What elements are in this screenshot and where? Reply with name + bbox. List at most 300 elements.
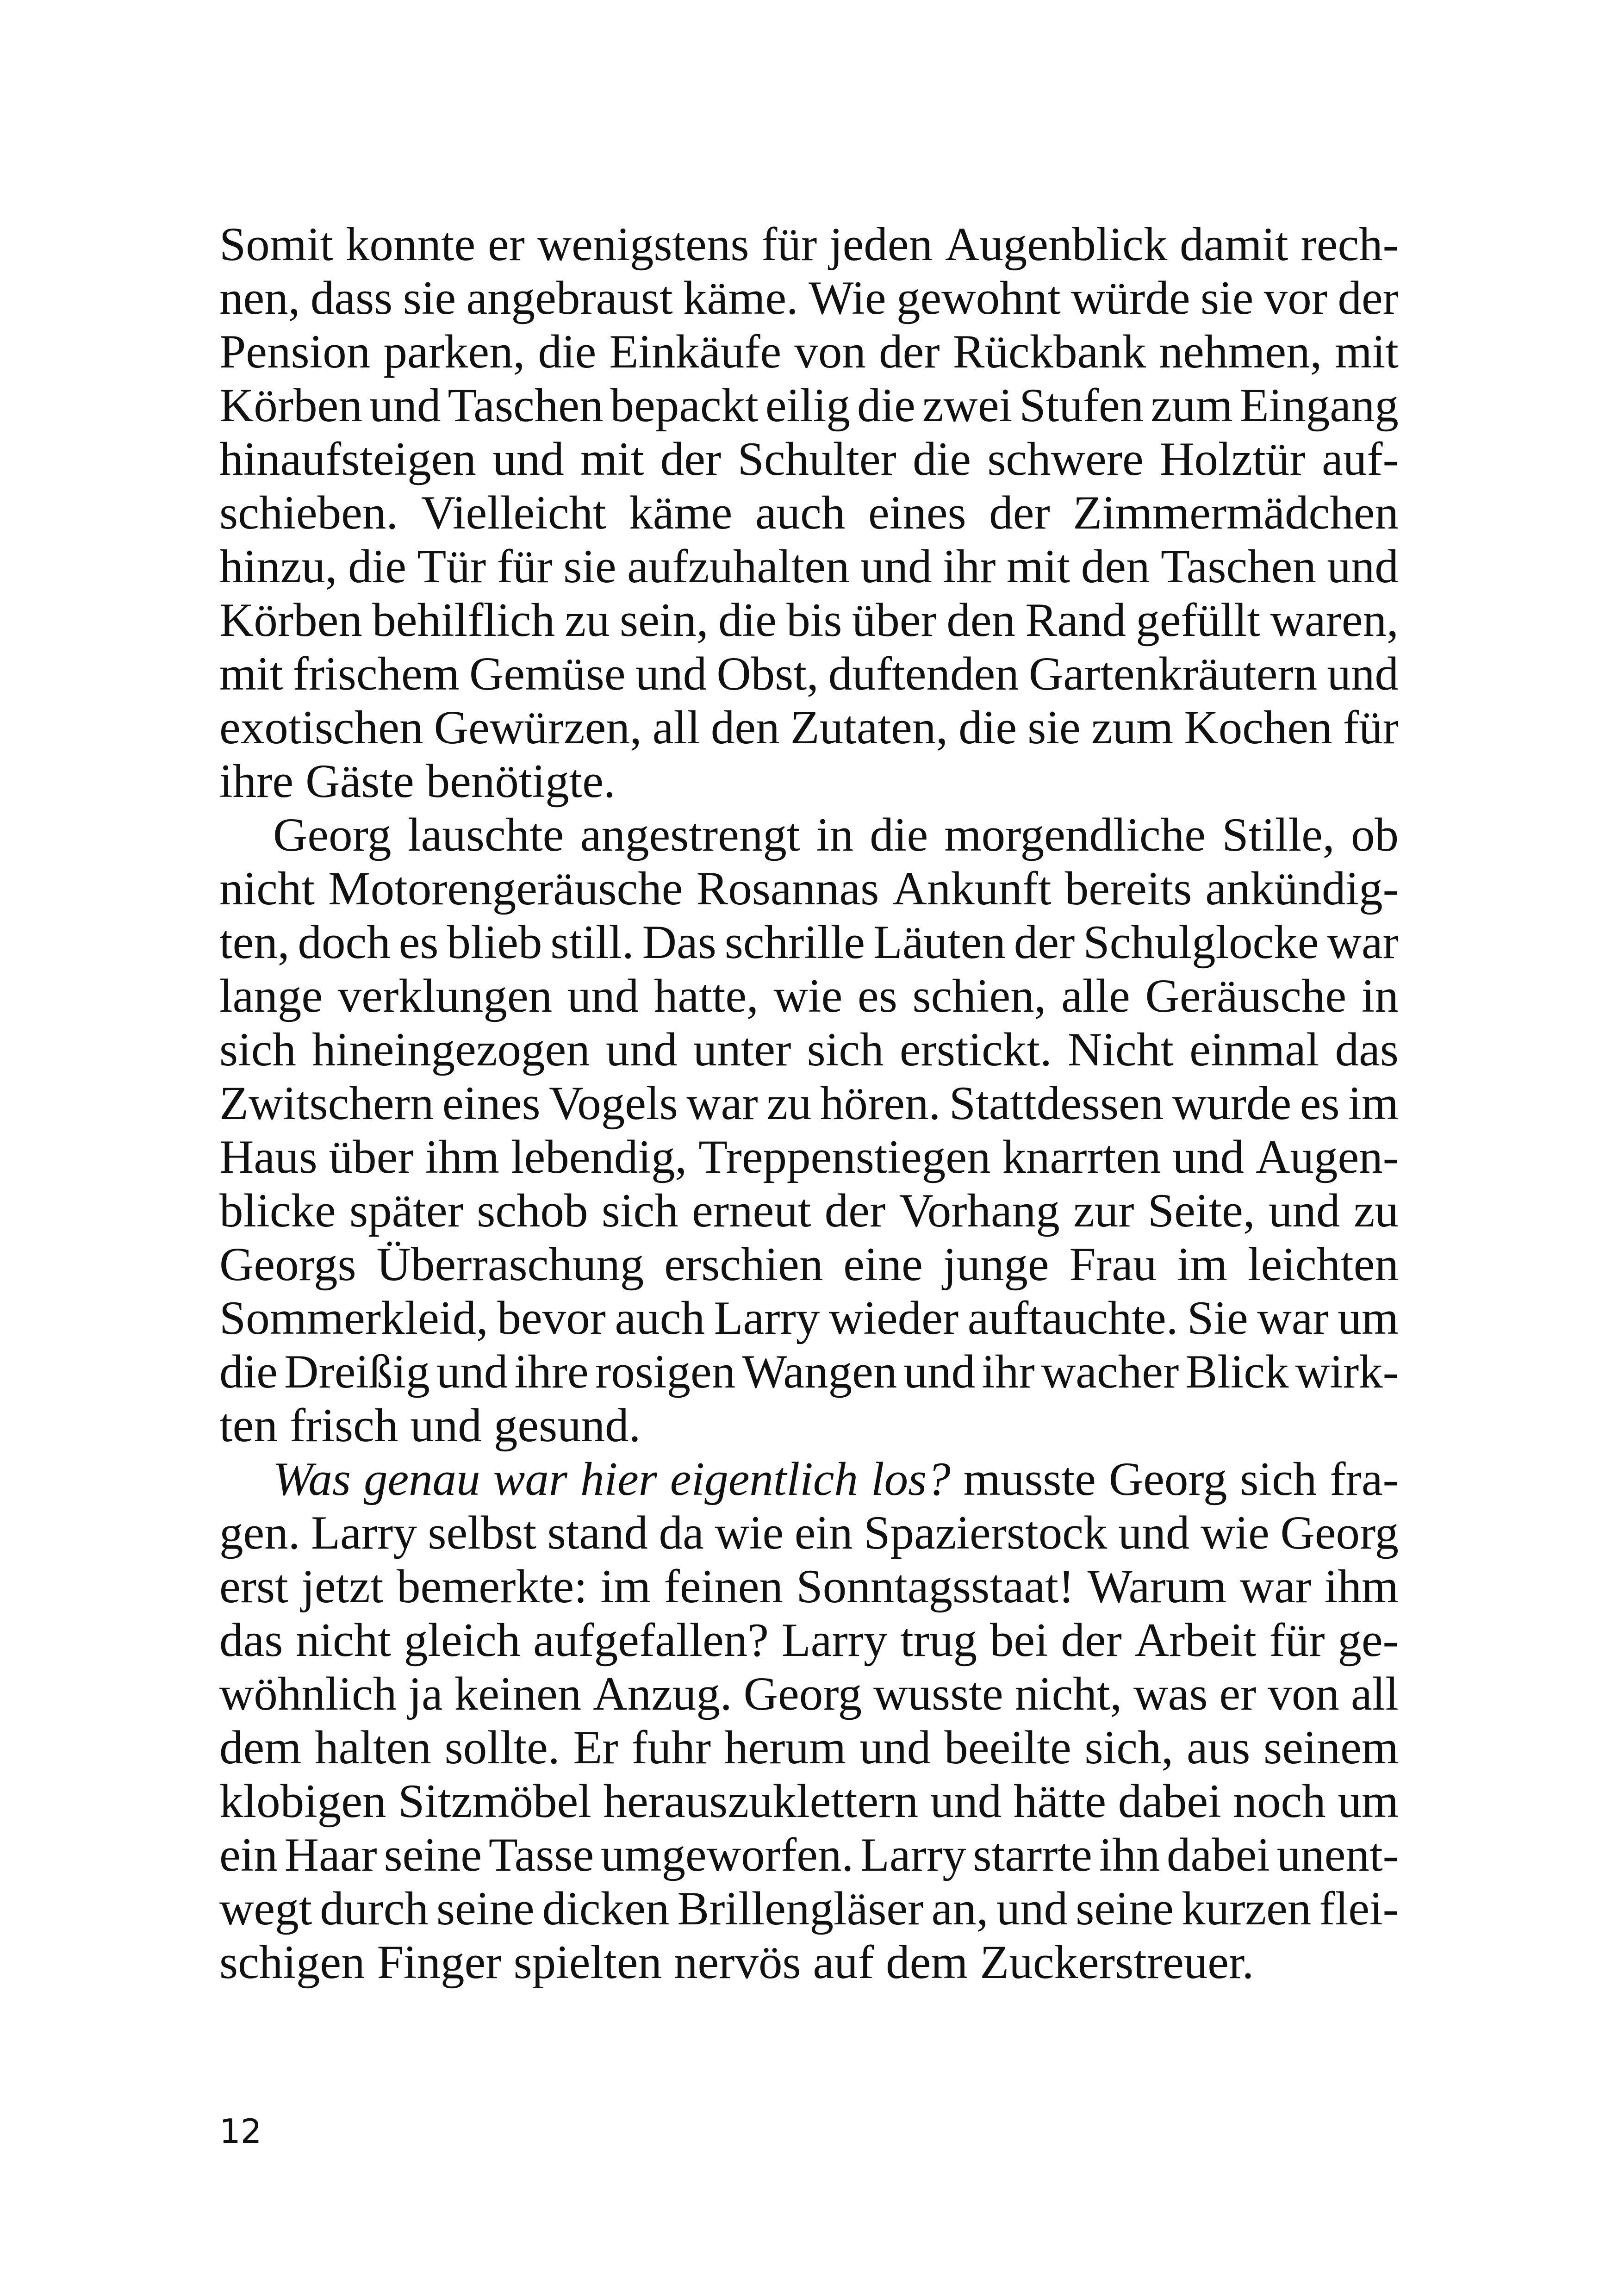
word: angestrengt bbox=[580, 809, 800, 861]
word: hören. bbox=[820, 1077, 941, 1130]
word: knarrten bbox=[1002, 1131, 1161, 1183]
word: Georg bbox=[1108, 1453, 1227, 1506]
text-line bbox=[219, 1935, 1399, 1989]
word: Haar bbox=[284, 1829, 377, 1881]
word: ihn bbox=[1099, 1829, 1160, 1881]
word: der bbox=[879, 325, 940, 378]
word: Sitzmöbel bbox=[398, 1775, 591, 1828]
word: behilflich bbox=[372, 594, 555, 647]
word: leichten bbox=[1247, 1238, 1399, 1291]
text-line bbox=[219, 1023, 1399, 1076]
word: aufzuhalten bbox=[627, 540, 850, 593]
word: feinen bbox=[664, 1560, 783, 1613]
paragraph bbox=[219, 1452, 1399, 1989]
text-line bbox=[219, 1828, 1399, 1882]
word: Zuckerstreuer. bbox=[980, 1936, 1254, 1989]
word: hinzu, bbox=[219, 540, 337, 593]
text-line bbox=[219, 593, 1399, 647]
word: Georg bbox=[273, 809, 392, 861]
word: all bbox=[1350, 1668, 1399, 1720]
word: das bbox=[1335, 1023, 1399, 1076]
text-line bbox=[219, 701, 1399, 754]
text-line bbox=[219, 969, 1399, 1023]
word: und bbox=[567, 970, 639, 1022]
word: zwei bbox=[922, 379, 1013, 432]
word: Frau bbox=[1069, 1238, 1157, 1291]
word: exotischen bbox=[219, 701, 423, 754]
word: die bbox=[348, 540, 406, 593]
text-line bbox=[219, 754, 1399, 808]
word: der bbox=[1061, 1614, 1122, 1667]
word: und bbox=[436, 1345, 508, 1398]
text-line bbox=[219, 379, 1399, 432]
word: und bbox=[996, 1882, 1068, 1935]
word: für bbox=[497, 540, 553, 593]
word: auf- bbox=[1322, 433, 1399, 485]
word: ge- bbox=[1338, 1614, 1399, 1667]
word: wirk- bbox=[1295, 1345, 1399, 1398]
word: all bbox=[652, 701, 700, 754]
word: und bbox=[859, 1721, 931, 1774]
word: hinaufsteigen bbox=[219, 433, 476, 485]
word: sie bbox=[563, 540, 616, 593]
word: in bbox=[1361, 970, 1399, 1022]
italic-word: los? bbox=[871, 1453, 951, 1506]
word: verklungen bbox=[337, 970, 553, 1022]
word: später bbox=[349, 1184, 463, 1237]
word: vor bbox=[1263, 272, 1328, 324]
word: rosigen bbox=[595, 1345, 736, 1398]
word: und bbox=[1118, 1506, 1190, 1559]
word: sie bbox=[1027, 701, 1081, 754]
word: zu bbox=[565, 594, 610, 647]
word: fra- bbox=[1330, 1453, 1399, 1506]
word: wegt bbox=[219, 1882, 312, 1935]
word: musste bbox=[963, 1453, 1096, 1506]
word: nicht bbox=[219, 862, 315, 915]
word: schrille bbox=[724, 916, 865, 969]
word: Gäste bbox=[305, 755, 414, 808]
word: Holztür bbox=[1160, 433, 1306, 485]
paragraph bbox=[219, 808, 1399, 1452]
word: Georg bbox=[1280, 1506, 1399, 1559]
word: mit bbox=[1335, 325, 1399, 378]
italic-word: eigentlich bbox=[670, 1453, 858, 1506]
word: Taschen bbox=[1160, 540, 1316, 593]
word: nicht, bbox=[1014, 1668, 1122, 1720]
word: unter bbox=[693, 1023, 791, 1076]
word: Läuten bbox=[873, 916, 1006, 969]
word: Tür bbox=[417, 540, 486, 593]
word: eilig bbox=[765, 379, 850, 432]
text-line bbox=[219, 808, 1399, 862]
word: Gemüse bbox=[469, 647, 626, 700]
word: gewohnt bbox=[896, 272, 1061, 324]
word: erschien bbox=[664, 1238, 823, 1291]
word: gefüllt bbox=[1136, 594, 1261, 647]
word: sie bbox=[1200, 272, 1254, 324]
word: beeilte bbox=[944, 1721, 1071, 1774]
word: für bbox=[761, 218, 817, 271]
italic-word: Was bbox=[273, 1453, 351, 1506]
text-line bbox=[219, 1560, 1399, 1613]
word: lebendig, bbox=[510, 1131, 687, 1183]
word: in bbox=[816, 809, 853, 861]
word: Schulglocke bbox=[1083, 916, 1319, 969]
word: auftauchte. bbox=[967, 1292, 1178, 1344]
word: wie bbox=[1201, 1506, 1270, 1559]
word: keinen bbox=[454, 1668, 582, 1720]
word: herauszuklettern bbox=[603, 1775, 919, 1828]
word: dem bbox=[886, 1936, 968, 1989]
word: ihm bbox=[425, 1131, 499, 1183]
word: Körben bbox=[219, 379, 362, 432]
text-line bbox=[219, 862, 1399, 915]
word: nervös bbox=[673, 1936, 801, 1989]
word: erst bbox=[219, 1560, 288, 1613]
word: ihre bbox=[514, 1345, 589, 1398]
word: erneut bbox=[692, 1184, 811, 1237]
text-line bbox=[219, 1506, 1399, 1560]
word: und bbox=[1268, 1184, 1340, 1237]
word: sich bbox=[601, 1184, 678, 1237]
word: Stille, bbox=[1222, 809, 1335, 861]
word: Geräusche bbox=[1145, 970, 1347, 1022]
italic-word: genau bbox=[363, 1453, 480, 1506]
word: gen. bbox=[219, 1506, 300, 1559]
word: Wangen bbox=[742, 1345, 897, 1398]
text-line bbox=[219, 271, 1399, 325]
text-line bbox=[219, 432, 1399, 486]
word: Zutaten, bbox=[790, 701, 948, 754]
page-number: 12 bbox=[219, 2112, 262, 2151]
word: seine bbox=[436, 1882, 535, 1935]
word: Wie bbox=[809, 272, 886, 324]
word: mit bbox=[1006, 540, 1070, 593]
word: und bbox=[1327, 647, 1399, 700]
word: unent- bbox=[1276, 1829, 1399, 1881]
word: ja bbox=[408, 1668, 443, 1720]
word: duftenden bbox=[828, 647, 1019, 700]
word: und bbox=[1327, 540, 1399, 593]
word: eine bbox=[843, 1238, 923, 1291]
word: den bbox=[710, 701, 780, 754]
word: Überraschung bbox=[376, 1238, 644, 1291]
word: würde bbox=[1071, 272, 1190, 324]
word: wusste bbox=[873, 1668, 1003, 1720]
word: Sie bbox=[1187, 1292, 1248, 1344]
word: da bbox=[659, 1506, 704, 1559]
word: eines bbox=[442, 1077, 541, 1130]
word: erstickt. bbox=[899, 1023, 1052, 1076]
word: Pension bbox=[219, 325, 371, 378]
word: eines bbox=[868, 486, 966, 539]
word: dabei bbox=[1118, 1775, 1221, 1828]
word: Finger bbox=[377, 1936, 502, 1989]
word: auch bbox=[615, 1292, 705, 1344]
word: auch bbox=[755, 486, 846, 539]
word: wacher bbox=[1041, 1345, 1179, 1398]
word: hatte, bbox=[653, 970, 759, 1022]
word: durch bbox=[320, 1882, 429, 1935]
italic-word: hier bbox=[580, 1453, 657, 1506]
word: und bbox=[903, 1345, 976, 1398]
word: war bbox=[1327, 916, 1399, 969]
word: dabei bbox=[1166, 1829, 1270, 1881]
word: aufgefallen? bbox=[533, 1614, 769, 1667]
word: er bbox=[487, 218, 525, 271]
word: Sommerkleid, bbox=[219, 1292, 488, 1344]
word: sich bbox=[1240, 1453, 1317, 1506]
body-text bbox=[219, 218, 1399, 1989]
word: jetzt bbox=[301, 1560, 384, 1613]
word: der bbox=[824, 1184, 886, 1237]
text-line bbox=[219, 1452, 1399, 1506]
word: rech- bbox=[1301, 218, 1399, 271]
word: blieb bbox=[447, 916, 542, 969]
word: zur bbox=[1073, 1184, 1134, 1237]
word: konnte bbox=[345, 218, 476, 271]
word: Georgs bbox=[219, 1238, 356, 1291]
word: zum bbox=[1091, 701, 1174, 754]
word: Larry bbox=[714, 1292, 820, 1344]
italic-word: war bbox=[493, 1453, 567, 1506]
word: Brillengläser bbox=[677, 1882, 924, 1935]
word: alle bbox=[1061, 970, 1130, 1022]
word: dicken bbox=[542, 1882, 670, 1935]
word: starrte bbox=[973, 1829, 1092, 1881]
text-line bbox=[219, 1184, 1399, 1238]
word: still. bbox=[550, 916, 634, 969]
word: seine bbox=[384, 1829, 482, 1881]
word: Augen- bbox=[1256, 1131, 1399, 1183]
word: ten, bbox=[219, 916, 290, 969]
word: es bbox=[398, 916, 439, 969]
word: sich bbox=[807, 1023, 884, 1076]
word: Larry bbox=[781, 1614, 888, 1667]
word: ihr bbox=[982, 1345, 1035, 1398]
word: es bbox=[858, 970, 897, 1022]
word: ob bbox=[1350, 809, 1399, 861]
text-line bbox=[219, 1076, 1399, 1130]
word: Larry bbox=[860, 1829, 966, 1881]
word: Rosannas bbox=[696, 862, 879, 915]
word: jeden bbox=[829, 218, 933, 271]
text-line bbox=[219, 915, 1399, 969]
word: Dreißig bbox=[284, 1345, 430, 1398]
word: er bbox=[1219, 1668, 1257, 1720]
word: Augenblick bbox=[945, 218, 1168, 271]
word: Tasse bbox=[488, 1829, 594, 1881]
word: von bbox=[1268, 1668, 1339, 1720]
word: war bbox=[1239, 1560, 1312, 1613]
word: Sonntagsstaat! bbox=[796, 1560, 1075, 1613]
word: Obst, bbox=[716, 647, 819, 700]
word: Rand bbox=[1025, 594, 1126, 647]
word: bepackt bbox=[610, 379, 759, 432]
word: gesund. bbox=[493, 1399, 641, 1452]
word: Warum bbox=[1087, 1560, 1227, 1613]
text-line bbox=[219, 1238, 1399, 1291]
word: waren, bbox=[1270, 594, 1399, 647]
word: ihm bbox=[1324, 1560, 1399, 1613]
word: den bbox=[946, 594, 1016, 647]
word: ten bbox=[219, 1399, 278, 1452]
word: bevor bbox=[497, 1292, 606, 1344]
word: mit bbox=[580, 433, 644, 485]
word: junge bbox=[943, 1238, 1049, 1291]
word: halten bbox=[315, 1721, 431, 1774]
text-line bbox=[219, 486, 1399, 540]
word: über bbox=[329, 1131, 414, 1183]
word: an, bbox=[931, 1882, 989, 1935]
word: Körben bbox=[219, 594, 362, 647]
word: flei- bbox=[1319, 1882, 1399, 1935]
word: angebraust bbox=[466, 272, 673, 324]
word: und bbox=[369, 379, 441, 432]
word: Das bbox=[642, 916, 716, 969]
text-line bbox=[219, 1399, 1399, 1452]
word: wurde bbox=[1172, 1077, 1292, 1130]
word: wöhnlich bbox=[219, 1668, 397, 1720]
word: lange bbox=[219, 970, 323, 1022]
word: Vielleicht bbox=[421, 486, 606, 539]
word: Blick bbox=[1185, 1345, 1289, 1398]
text-line bbox=[219, 1345, 1399, 1399]
word: trug bbox=[900, 1614, 977, 1667]
text-line bbox=[219, 1774, 1399, 1828]
word: und bbox=[492, 433, 564, 485]
word: wenigstens bbox=[537, 218, 749, 271]
word: schien, bbox=[912, 970, 1046, 1022]
word: sich bbox=[219, 1023, 296, 1076]
word: frisch bbox=[289, 1399, 398, 1452]
text-line bbox=[219, 1291, 1399, 1345]
text-line bbox=[219, 540, 1399, 593]
word: hineingezogen bbox=[312, 1023, 590, 1076]
word: den bbox=[1081, 540, 1150, 593]
word: wieder bbox=[828, 1292, 959, 1344]
word: gleich bbox=[404, 1614, 521, 1667]
word: Arbeit bbox=[1134, 1614, 1257, 1667]
word: Seite, bbox=[1147, 1184, 1255, 1237]
word: schob bbox=[477, 1184, 588, 1237]
word: das bbox=[219, 1614, 283, 1667]
word: Motorengeräusche bbox=[328, 862, 683, 915]
word: käme. bbox=[683, 272, 798, 324]
word: Einkäufe bbox=[609, 325, 782, 378]
word: Anzug. bbox=[593, 1668, 732, 1720]
word: dem bbox=[219, 1721, 302, 1774]
word: und bbox=[635, 647, 707, 700]
word: doch bbox=[298, 916, 391, 969]
text-line bbox=[219, 1130, 1399, 1184]
word: morgendliche bbox=[944, 809, 1206, 861]
word: von bbox=[794, 325, 866, 378]
word: Georg bbox=[743, 1668, 862, 1720]
word: sein, bbox=[620, 594, 709, 647]
word: für bbox=[1343, 701, 1399, 754]
word: im bbox=[1348, 1077, 1399, 1130]
word: parken, bbox=[383, 325, 525, 378]
word: sie bbox=[403, 272, 456, 324]
word: Eingang bbox=[1239, 379, 1399, 432]
word: wie bbox=[773, 970, 843, 1022]
word: bei bbox=[989, 1614, 1048, 1667]
word: Treppenstiegen bbox=[698, 1131, 991, 1183]
word: sollte. bbox=[444, 1721, 560, 1774]
word: noch bbox=[1233, 1775, 1326, 1828]
word: einmal bbox=[1189, 1023, 1319, 1076]
word: stand bbox=[547, 1506, 648, 1559]
word: der bbox=[989, 486, 1050, 539]
text-line bbox=[219, 647, 1399, 701]
word: Larry bbox=[311, 1506, 417, 1559]
word: hätte bbox=[1013, 1775, 1107, 1828]
word: über bbox=[852, 594, 937, 647]
word: Stattdessen bbox=[949, 1077, 1164, 1130]
word: spielten bbox=[513, 1936, 662, 1989]
word: ein bbox=[219, 1829, 278, 1881]
word: Vogels bbox=[549, 1077, 678, 1130]
word: und bbox=[930, 1775, 1002, 1828]
word: bemerkte: bbox=[397, 1560, 587, 1613]
word: aus bbox=[1187, 1721, 1251, 1774]
word: Schulter bbox=[737, 433, 896, 485]
word: Zimmermädchen bbox=[1073, 486, 1399, 539]
word: blicke bbox=[219, 1184, 336, 1237]
word: nen, bbox=[219, 272, 300, 324]
word: zu bbox=[766, 1077, 812, 1130]
word: die bbox=[857, 379, 915, 432]
word: wie bbox=[715, 1506, 784, 1559]
word: Haus bbox=[219, 1131, 317, 1183]
word: seine bbox=[1076, 1882, 1174, 1935]
word: schigen bbox=[219, 1936, 365, 1989]
word: nehmen, bbox=[1159, 325, 1322, 378]
word: Taschen bbox=[448, 379, 604, 432]
word: ein bbox=[794, 1506, 853, 1559]
word: nicht bbox=[296, 1614, 391, 1667]
word: bereits bbox=[1064, 862, 1192, 915]
word: zum bbox=[1151, 379, 1233, 432]
word: der bbox=[660, 433, 722, 485]
word: im bbox=[600, 1560, 651, 1613]
word: ihr bbox=[942, 540, 996, 593]
word: Gartenkräutern bbox=[1028, 647, 1318, 700]
word: klobigen bbox=[219, 1775, 386, 1828]
word: der bbox=[1338, 272, 1399, 324]
word: Kochen bbox=[1184, 701, 1332, 754]
word: war bbox=[686, 1077, 758, 1130]
word: frischem bbox=[292, 647, 460, 700]
text-line bbox=[219, 325, 1399, 379]
word: ankündig- bbox=[1205, 862, 1399, 915]
word: käme bbox=[629, 486, 733, 539]
text-line bbox=[219, 218, 1399, 271]
word: die bbox=[913, 433, 971, 485]
word: Somit bbox=[219, 218, 334, 271]
word: es bbox=[1300, 1077, 1340, 1130]
word: im bbox=[1177, 1238, 1227, 1291]
word: auf bbox=[813, 1936, 874, 1989]
word: benötigte. bbox=[426, 755, 616, 808]
word: seinem bbox=[1263, 1721, 1399, 1774]
word: die bbox=[219, 1345, 278, 1398]
word: und bbox=[410, 1399, 482, 1452]
text-line bbox=[219, 1667, 1399, 1721]
word: kurzen bbox=[1182, 1882, 1312, 1935]
